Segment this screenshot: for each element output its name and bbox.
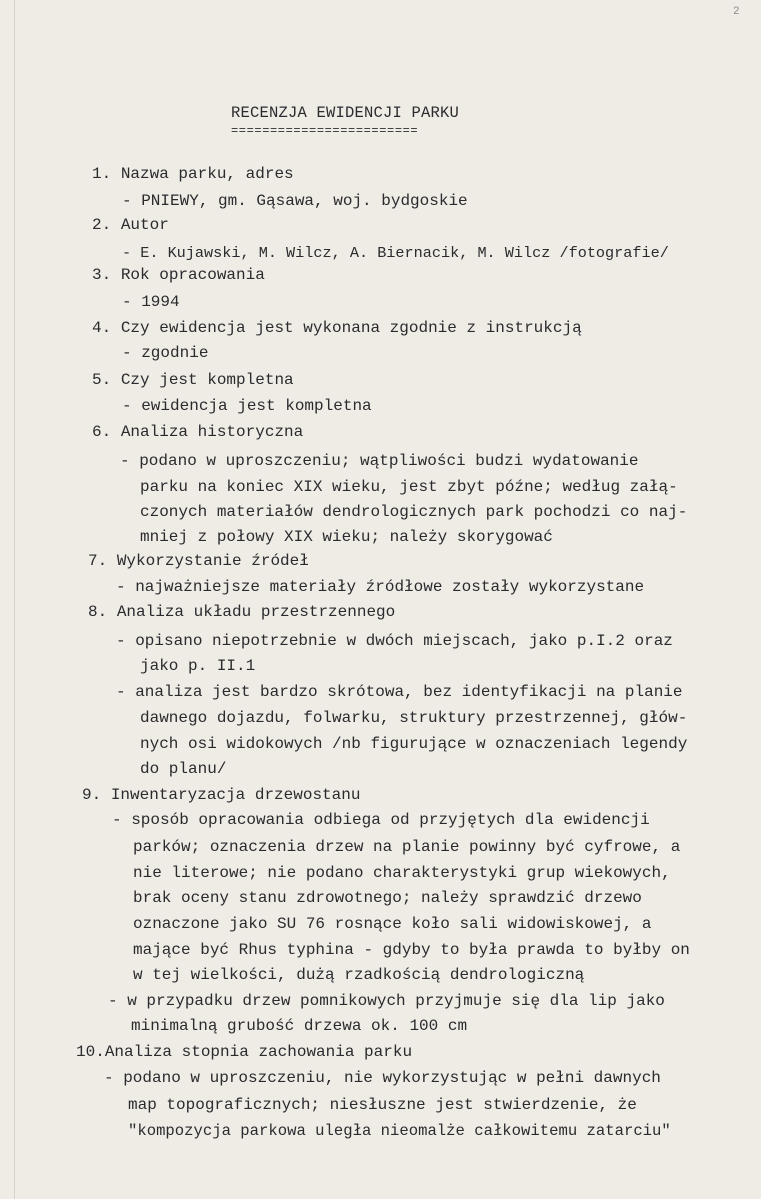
item-1-heading: 1. Nazwa parku, adres bbox=[92, 165, 294, 183]
item-6-line-3: czonych materiałów dendrologicznych park pochodzi co naj- bbox=[140, 503, 688, 521]
item-6-line-1: - podano w uproszczeniu; wątpliwości budzi wydatowanie bbox=[120, 452, 639, 470]
item-8-line-2: jako p. II.1 bbox=[140, 657, 256, 675]
item-8-line-6: do planu/ bbox=[140, 760, 227, 778]
item-10-line-1: - podano w uproszczeniu, nie wykorzystując w pełni dawnych bbox=[104, 1069, 661, 1087]
item-7-line-1: - najważniejsze materiały źródłowe zostały wykorzystane bbox=[116, 578, 645, 596]
item-4-heading: 4. Czy ewidencja jest wykonana zgodnie z instrukcją bbox=[92, 319, 582, 337]
item-2-line-1: - E. Kujawski, M. Wilcz, A. Biernacik, M. Wilcz /fotografie/ bbox=[122, 244, 669, 262]
title-underline: ======================== bbox=[231, 124, 419, 138]
item-9-line-8: - w przypadku drzew pomnikowych przyjmuje się dla lip jako bbox=[108, 992, 665, 1010]
item-8-line-5: nych osi widokowych /nb figurujące w oznaczeniach legendy bbox=[140, 735, 688, 753]
item-9-line-5: oznaczone jako SU 76 rosnące koło sali widowiskowej, a bbox=[133, 915, 652, 933]
item-9-line-7: w tej wielkości, dużą rzadkością dendrologiczną bbox=[133, 966, 585, 984]
item-9-line-6: mające być Rhus typhina - gdyby to była prawda to byłby on bbox=[133, 941, 690, 959]
item-4-line-1: - zgodnie bbox=[122, 344, 209, 362]
item-10-line-3: "kompozycja parkowa uległa nieomalże całkowitemu zatarciu" bbox=[128, 1122, 671, 1140]
page-number: 2 bbox=[733, 6, 740, 18]
document-title: RECENZJA EWIDENCJI PARKU bbox=[231, 104, 460, 122]
item-9-line-4: brak oceny stanu zdrowotnego; należy sprawdzić drzewo bbox=[133, 889, 642, 907]
item-6-line-4: mniej z połowy XIX wieku; należy skorygować bbox=[140, 528, 553, 546]
item-8-line-1: - opisano niepotrzebnie w dwóch miejscach, jako p.I.2 oraz bbox=[116, 632, 673, 650]
item-9-line-3: nie literowe; nie podano charakterystyki grup wiekowych, bbox=[133, 864, 671, 882]
item-7-heading: 7. Wykorzystanie źródeł bbox=[88, 552, 309, 570]
item-10-line-2: map topograficznych; niesłuszne jest stwierdzenie, że bbox=[128, 1096, 637, 1114]
item-8-line-4: dawnego dojazdu, folwarku, struktury przestrzennej, głów- bbox=[140, 709, 688, 727]
item-9-line-2: parków; oznaczenia drzew na planie powinny być cyfrowe, a bbox=[133, 838, 681, 856]
item-6-line-2: parku na koniec XIX wieku, jest zbyt późne; według załą- bbox=[140, 478, 678, 496]
item-8-line-3: - analiza jest bardzo skrótowa, bez identyfikacji na planie bbox=[116, 683, 683, 701]
item-10-heading: 10.Analiza stopnia zachowania parku bbox=[76, 1043, 413, 1061]
item-5-heading: 5. Czy jest kompletna bbox=[92, 371, 294, 389]
item-3-line-1: - 1994 bbox=[122, 293, 180, 311]
item-9-line-1: - sposób opracowania odbiega od przyjętych dla ewidencji bbox=[112, 811, 650, 829]
item-3-heading: 3. Rok opracowania bbox=[92, 266, 265, 284]
item-6-heading: 6. Analiza historyczna bbox=[92, 423, 304, 441]
item-2-heading: 2. Autor bbox=[92, 216, 169, 234]
item-5-line-1: - ewidencja jest kompletna bbox=[122, 397, 372, 415]
item-1-line-1: - PNIEWY, gm. Gąsawa, woj. bydgoskie bbox=[122, 192, 468, 210]
item-9-line-9: minimalną grubość drzewa ok. 100 cm bbox=[131, 1017, 468, 1035]
item-8-heading: 8. Analiza układu przestrzennego bbox=[88, 603, 396, 621]
item-9-heading: 9. Inwentaryzacja drzewostanu bbox=[82, 786, 361, 804]
